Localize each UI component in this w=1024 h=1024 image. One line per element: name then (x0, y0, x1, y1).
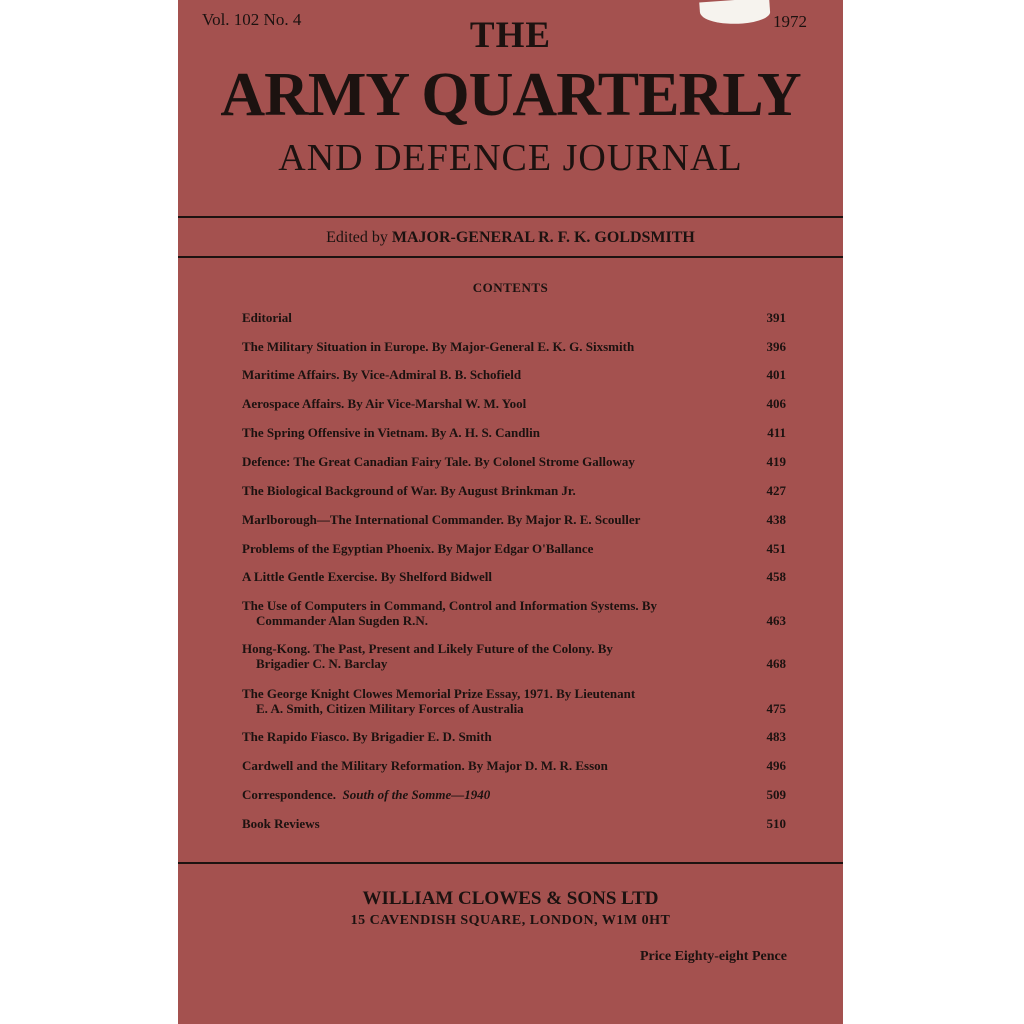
entry-title: Defence: The Great Canadian Fairy Tale. By Colonel Strome Galloway (242, 454, 635, 469)
entry-title-part: Correspondence. (242, 787, 337, 802)
entry-title: The Spring Offensive in Vietnam. By A. H. S. Candlin (242, 425, 540, 440)
publisher-name: WILLIAM CLOWES & SONS LTD (362, 888, 659, 909)
entry-title: The Biological Background of War. By August Brinkman Jr. (242, 483, 576, 498)
contents-entry (242, 483, 772, 498)
price: Price Eighty-eight Pence (640, 949, 787, 964)
divider-bottom (178, 862, 843, 864)
entry-title: The Rapido Fiasco. By Brigadier E. D. Smith (242, 729, 492, 744)
entry-title (242, 787, 772, 802)
entry-page-number: 401 (766, 367, 786, 382)
entry-page-number: 463 (766, 613, 786, 628)
entry-title-continued: Brigadier C. N. Barclay (256, 656, 388, 671)
contents-entry (242, 598, 772, 628)
contents-entry (242, 310, 772, 325)
volume-number: Vol. 102 No. 4 (202, 10, 302, 29)
entry-title: The Military Situation in Europe. By Major-General E. K. G. Sixsmith (242, 339, 635, 354)
entry-page-number: 458 (766, 569, 786, 584)
entry-page-number: 483 (766, 729, 786, 744)
entry-title: The Use of Computers in Command, Control and Information Systems. By (242, 598, 658, 613)
contents-entry (242, 758, 772, 773)
entry-title: Maritime Affairs. By Vice-Admiral B. B. Schofield (242, 367, 522, 382)
journal-cover (178, 0, 843, 1024)
entry-page-number: 510 (766, 816, 786, 831)
entry-page-number: 396 (766, 339, 786, 354)
divider-top (178, 216, 843, 218)
contents-entry (242, 729, 772, 744)
editor-prefix: Edited by (326, 229, 388, 246)
entry-page-number: 391 (766, 310, 786, 325)
contents-entry (242, 339, 772, 354)
contents-entry (242, 512, 772, 527)
divider-editor (178, 256, 843, 258)
journal-title: ARMY QUARTERLY (220, 61, 801, 129)
entry-page-number: 496 (766, 758, 786, 773)
contents-entry (242, 541, 772, 556)
contents-entry (242, 569, 772, 584)
entry-title: The George Knight Clowes Memorial Prize Essay, 1971. By Lieutenant (242, 686, 636, 701)
entry-page-number: 406 (766, 396, 786, 411)
entry-title-continued: E. A. Smith, Citizen Military Forces of Australia (256, 701, 524, 716)
entry-title: Book Reviews (242, 816, 320, 831)
title-article: THE (469, 15, 552, 56)
contents-entry (242, 816, 772, 831)
contents-entry (242, 641, 772, 671)
entry-page-number: 468 (766, 656, 786, 671)
entry-title: A Little Gentle Exercise. By Shelford Bidwell (242, 569, 492, 584)
editor-name: MAJOR-GENERAL R. F. K. GOLDSMITH (391, 229, 695, 246)
entry-page-number: 451 (766, 541, 786, 556)
contents-entry (242, 367, 772, 382)
contents-entry (242, 787, 772, 802)
entry-title: Editorial (242, 310, 292, 325)
entry-page-number: 438 (766, 512, 786, 527)
entry-page-number: 419 (766, 454, 786, 469)
entry-page-number: 509 (766, 787, 786, 802)
entry-title-italic: South of the Somme—1940 (342, 787, 491, 802)
issue-date: 1972 (773, 12, 807, 31)
entry-title: Problems of the Egyptian Phoenix. By Major Edgar O'Ballance (242, 541, 594, 556)
entry-title: Cardwell and the Military Reformation. By Major D. M. R. Esson (242, 758, 608, 773)
contents-entry (242, 686, 772, 716)
contents-entry (242, 454, 772, 469)
publisher-address: 15 CAVENDISH SQUARE, LONDON, W1M 0HT (350, 913, 671, 928)
contents-entry (242, 425, 772, 440)
entry-page-number: 411 (767, 425, 786, 440)
entry-page-number: 427 (766, 483, 786, 498)
editor-line (178, 229, 843, 247)
entry-title: Hong-Kong. The Past, Present and Likely Future of the Colony. By (242, 641, 613, 656)
contents-entry (242, 396, 772, 411)
contents-heading: CONTENTS (472, 280, 549, 295)
entry-title-continued: Commander Alan Sugden R.N. (256, 613, 429, 628)
journal-subtitle: AND DEFENCE JOURNAL (278, 137, 743, 179)
entry-title: Aerospace Affairs. By Air Vice-Marshal W. M. Yool (242, 396, 527, 411)
entry-page-number: 475 (766, 701, 786, 716)
entry-title: Marlborough—The International Commander. By Major R. E. Scouller (242, 512, 641, 527)
